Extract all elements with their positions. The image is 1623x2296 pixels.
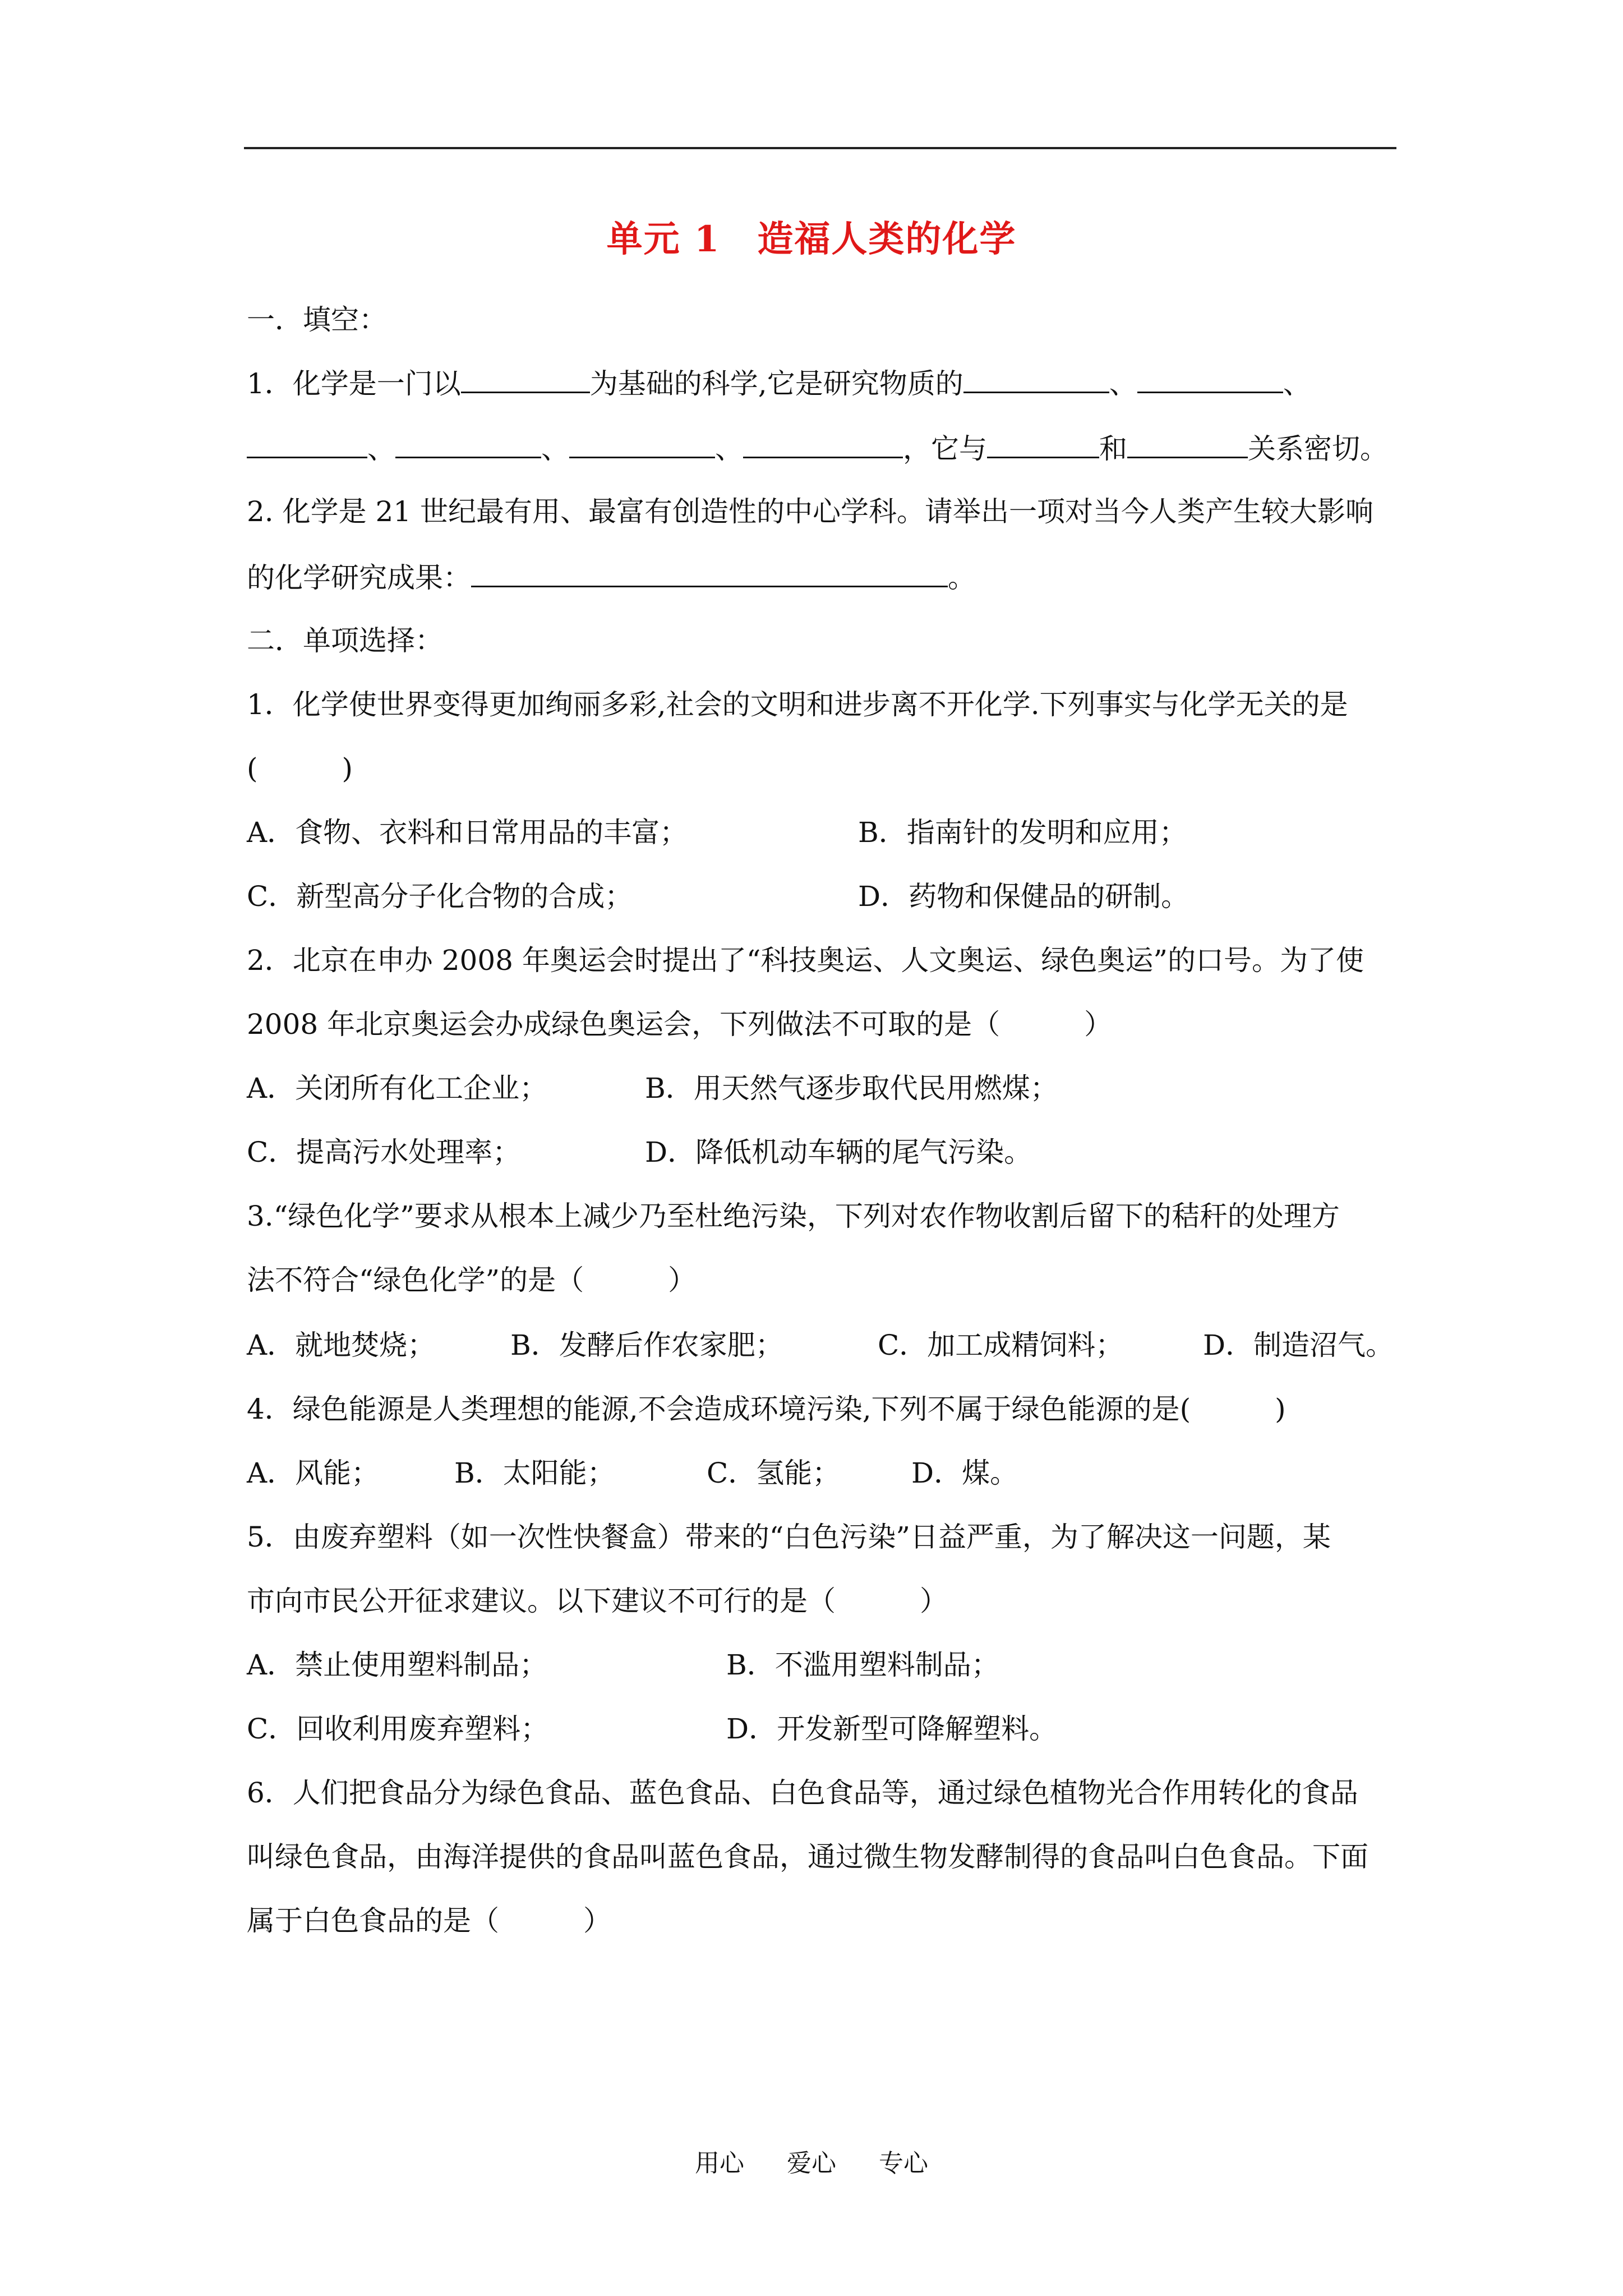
- choice-q1-option-c[interactable]: C．新型高分子化合物的合成；: [247, 880, 633, 913]
- footer-word: 爱心: [787, 2149, 836, 2178]
- page-title: 单元 1 造福人类的化学: [606, 218, 1017, 260]
- choice-q3-option-b[interactable]: B．发酵后作农家肥；: [510, 1329, 783, 1361]
- choice-q5-option-b[interactable]: B．不滥用塑料制品；: [726, 1649, 999, 1681]
- fill-q1-sep: 、: [541, 432, 569, 465]
- page-footer: [0, 2143, 1623, 2179]
- choice-q2-option-d[interactable]: D．降低机动车辆的尾气污染。: [645, 1136, 1032, 1168]
- choice-q4-option-a[interactable]: A．风能；: [247, 1457, 380, 1489]
- choice-q3-line1: 3.“绿色化学”要求从根本上减少乃至杜绝污染，下列对农作物收割后留下的秸秆的处理方: [247, 1200, 1340, 1232]
- section1-heading: 一．填空：: [247, 303, 387, 336]
- choice-q2-option-b[interactable]: B．用天然气逐步取代民用燃煤；: [645, 1072, 1058, 1105]
- answer-blank[interactable]: [247, 431, 367, 458]
- choice-q3-option-c[interactable]: C．加工成精饲料；: [878, 1329, 1124, 1361]
- choice-q1-option-b[interactable]: B．指南针的发明和应用；: [858, 816, 1187, 849]
- fill-q2-line1: 2. 化学是 21 世纪最有用、最富有创造性的中心学科。请举出一项对当今人类产生较大影响: [247, 495, 1374, 528]
- choice-q1-line2: ( ): [247, 752, 353, 785]
- answer-blank[interactable]: [461, 366, 590, 393]
- fill-q1-text-e: 关系密切。: [1248, 432, 1388, 465]
- choice-q2-option-a[interactable]: A．关闭所有化工企业；: [247, 1072, 548, 1105]
- choice-q3-line2: 法不符合“绿色化学”的是（ ）: [247, 1264, 697, 1296]
- fill-q1-sep: 、: [715, 432, 743, 465]
- section2-heading: 二．单项选择：: [247, 624, 443, 657]
- choice-q5-line2: 市向市民公开征求建议。以下建议不可行的是（ ）: [247, 1585, 948, 1617]
- choice-q2-line2: 2008 年北京奥运会办成绿色奥运会，下列做法不可取的是（ ）: [247, 1008, 1113, 1041]
- fill-q1-line2: [247, 431, 1388, 466]
- choice-q4-option-c[interactable]: C．氢能；: [707, 1457, 841, 1489]
- answer-blank[interactable]: [743, 431, 903, 458]
- fill-q1-text-d: 和: [1099, 432, 1127, 465]
- answer-blank[interactable]: [1127, 431, 1248, 458]
- choice-q6-line1: 6．人们把食品分为绿色食品、蓝色食品、白色食品等，通过绿色植物光合作用转化的食品: [247, 1777, 1358, 1809]
- fill-q1-text-b: 为基础的科学,它是研究物质的: [589, 367, 963, 400]
- choice-q5-line1: 5．由废弃塑料（如一次性快餐盒）带来的“白色污染”日益严重，为了解决这一问题，某: [247, 1521, 1331, 1553]
- choice-q3-option-d[interactable]: D．制造沼气。: [1203, 1329, 1394, 1361]
- footer-word: 用心: [695, 2149, 744, 2178]
- choice-q4-line1: 4．绿色能源是人类理想的能源,不会造成环境污染,下列不属于绿色能源的是( ): [247, 1393, 1286, 1425]
- choice-q5-option-d[interactable]: D．开发新型可降解塑料。: [726, 1713, 1058, 1745]
- choice-q5-option-c[interactable]: C．回收利用废弃塑料；: [247, 1713, 549, 1745]
- fill-q1-text-a: 1．化学是一门以: [247, 367, 461, 400]
- choice-q1-option-a[interactable]: A．食物、衣料和日常用品的丰富；: [247, 816, 688, 849]
- fill-q1-line1: [247, 366, 1311, 401]
- choice-q3-option-a[interactable]: A．就地焚烧；: [247, 1329, 436, 1361]
- header-rule: [244, 147, 1396, 149]
- fill-q2-line2: [247, 560, 976, 595]
- fill-q2-text: 的化学研究成果：: [247, 562, 471, 594]
- answer-blank[interactable]: [471, 560, 948, 587]
- choice-q4-option-d[interactable]: D．煤。: [911, 1457, 1018, 1489]
- fill-q1-sep: 、: [1283, 367, 1311, 400]
- fill-q1-sep: 、: [367, 432, 395, 465]
- answer-blank[interactable]: [963, 366, 1109, 393]
- answer-blank[interactable]: [569, 431, 715, 458]
- answer-blank[interactable]: [987, 431, 1099, 458]
- choice-q2-line1: 2．北京在申办 2008 年奥运会时提出了“科技奥运、人文奥运、绿色奥运”的口号。为了使: [247, 944, 1364, 977]
- choice-q1-line1: 1．化学使世界变得更加绚丽多彩,社会的文明和进步离不开化学.下列事实与化学无关的是: [247, 688, 1348, 721]
- choice-q5-option-a[interactable]: A．禁止使用塑料制品；: [247, 1649, 548, 1681]
- choice-q6-line3: 属于白色食品的是（ ）: [247, 1904, 611, 1937]
- choice-q2-option-c[interactable]: C．提高污水处理率；: [247, 1136, 521, 1168]
- fill-q1-sep: 、: [1109, 367, 1137, 400]
- answer-blank[interactable]: [395, 431, 541, 458]
- fill-q1-text-c: ，它与: [903, 432, 987, 465]
- fill-q2-end: 。: [948, 562, 976, 594]
- choice-q4-option-b[interactable]: B．太阳能；: [454, 1457, 615, 1489]
- choice-q1-option-d[interactable]: D．药物和保健品的研制。: [858, 880, 1189, 913]
- choice-q6-line2: 叫绿色食品，由海洋提供的食品叫蓝色食品，通过微生物发酵制得的食品叫白色食品。下面: [247, 1841, 1368, 1873]
- footer-word: 专心: [879, 2149, 928, 2178]
- answer-blank[interactable]: [1137, 366, 1283, 393]
